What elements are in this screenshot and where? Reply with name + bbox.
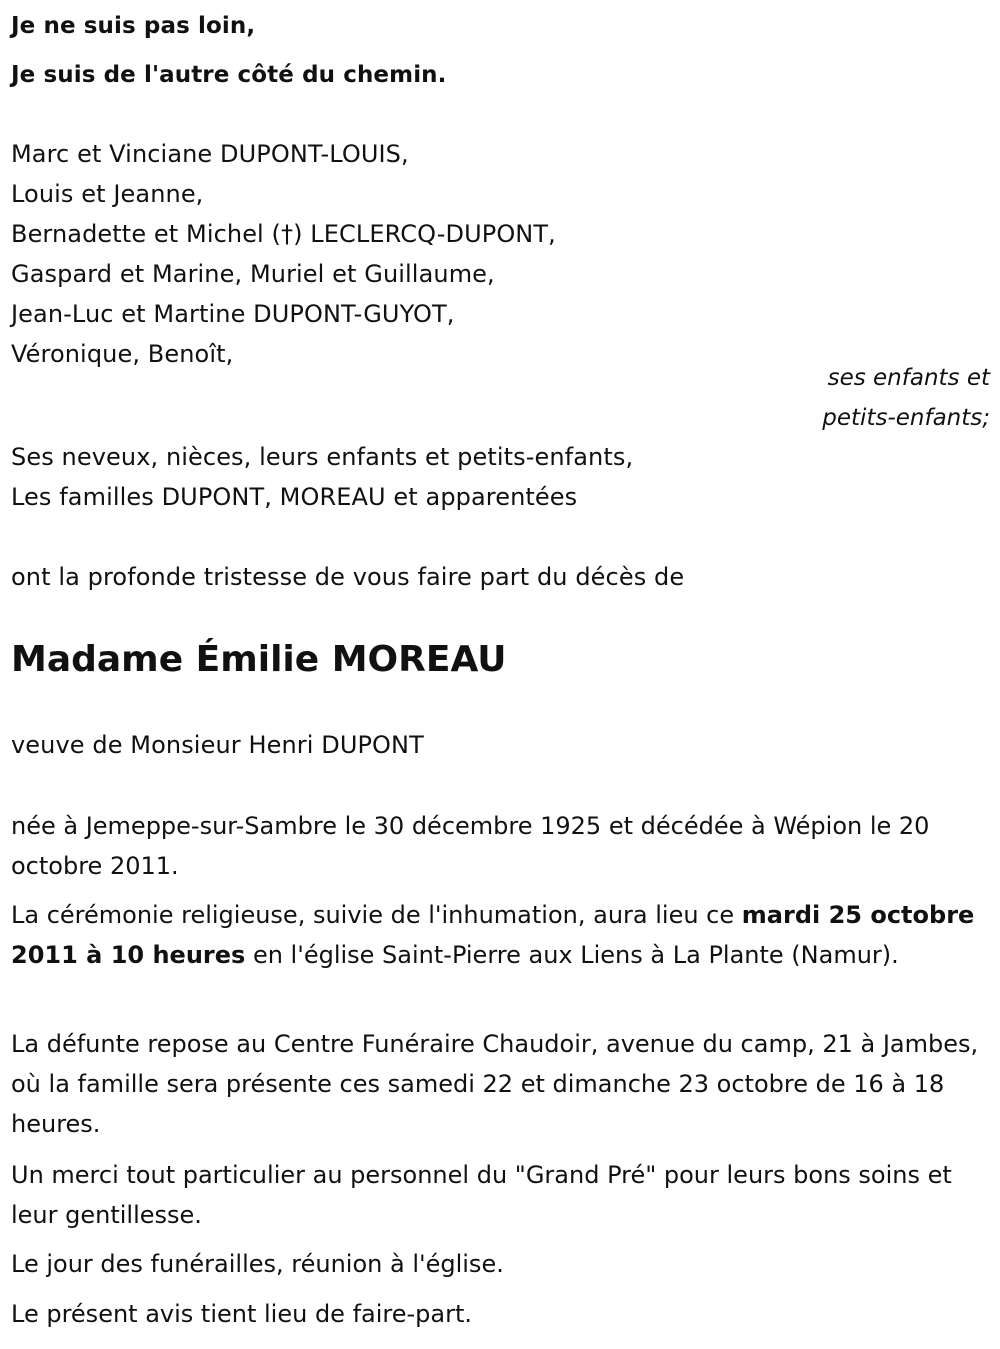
deceased-name: Madame Émilie MOREAU [11, 639, 507, 680]
notice-paragraph: Le présent avis tient lieu de faire-part. [11, 1300, 473, 1328]
family-line-2: Les familles DUPONT, MOREAU et apparentées [11, 483, 578, 511]
announcement-text: ont la profonde tristesse de vous faire part du décès de [11, 563, 685, 591]
epigraph-line-1: Je ne suis pas loin, [11, 13, 256, 39]
ceremony-date-time: mardi 25 octobre 2011 à 10 heures [11, 901, 975, 969]
children-line-1: Marc et Vinciane DUPONT-LOUIS, [11, 140, 409, 168]
children-line-6: Véronique, Benoît, [11, 340, 234, 368]
epigraph-line-2: Je suis de l'autre côté du chemin. [11, 62, 447, 88]
meeting-paragraph: Le jour des funérailles, réunion à l'église. [11, 1250, 504, 1278]
ceremony-text-before: La cérémonie religieuse, suivie de l'inhumation, aura lieu ce [11, 901, 742, 929]
children-line-5: Jean-Luc et Martine DUPONT-GUYOT, [11, 300, 455, 328]
children-line-4: Gaspard et Marine, Muriel et Guillaume, [11, 260, 495, 288]
family-line-1: Ses neveux, nièces, leurs enfants et petits-enfants, [11, 443, 634, 471]
children-line-3: Bernadette et Michel (†) LECLERCQ-DUPONT, [11, 220, 556, 248]
ceremony-paragraph [11, 895, 986, 975]
repose-paragraph: La défunte repose au Centre Funéraire Chaudoir, avenue du camp, 21 à Jambes, où la famille sera présente ces samedi 22 et dimanche 23 octobre de 16 à 18 heures. [11, 1030, 979, 1138]
ceremony-text-after: en l'église Saint-Pierre aux Liens à La Plante (Namur). [245, 941, 899, 969]
birth-death-paragraph: née à Jemeppe-sur-Sambre le 30 décembre 1925 et décédée à Wépion le 20 octobre 2011. [11, 812, 930, 880]
relation-line-1: ses enfants et [827, 365, 990, 391]
relation-line-2: petits-enfants; [822, 405, 990, 431]
children-line-2: Louis et Jeanne, [11, 180, 204, 208]
widow-of-text: veuve de Monsieur Henri DUPONT [11, 731, 424, 759]
thanks-paragraph: Un merci tout particulier au personnel du "Grand Pré" pour leurs bons soins et leur gentillesse. [11, 1161, 952, 1229]
